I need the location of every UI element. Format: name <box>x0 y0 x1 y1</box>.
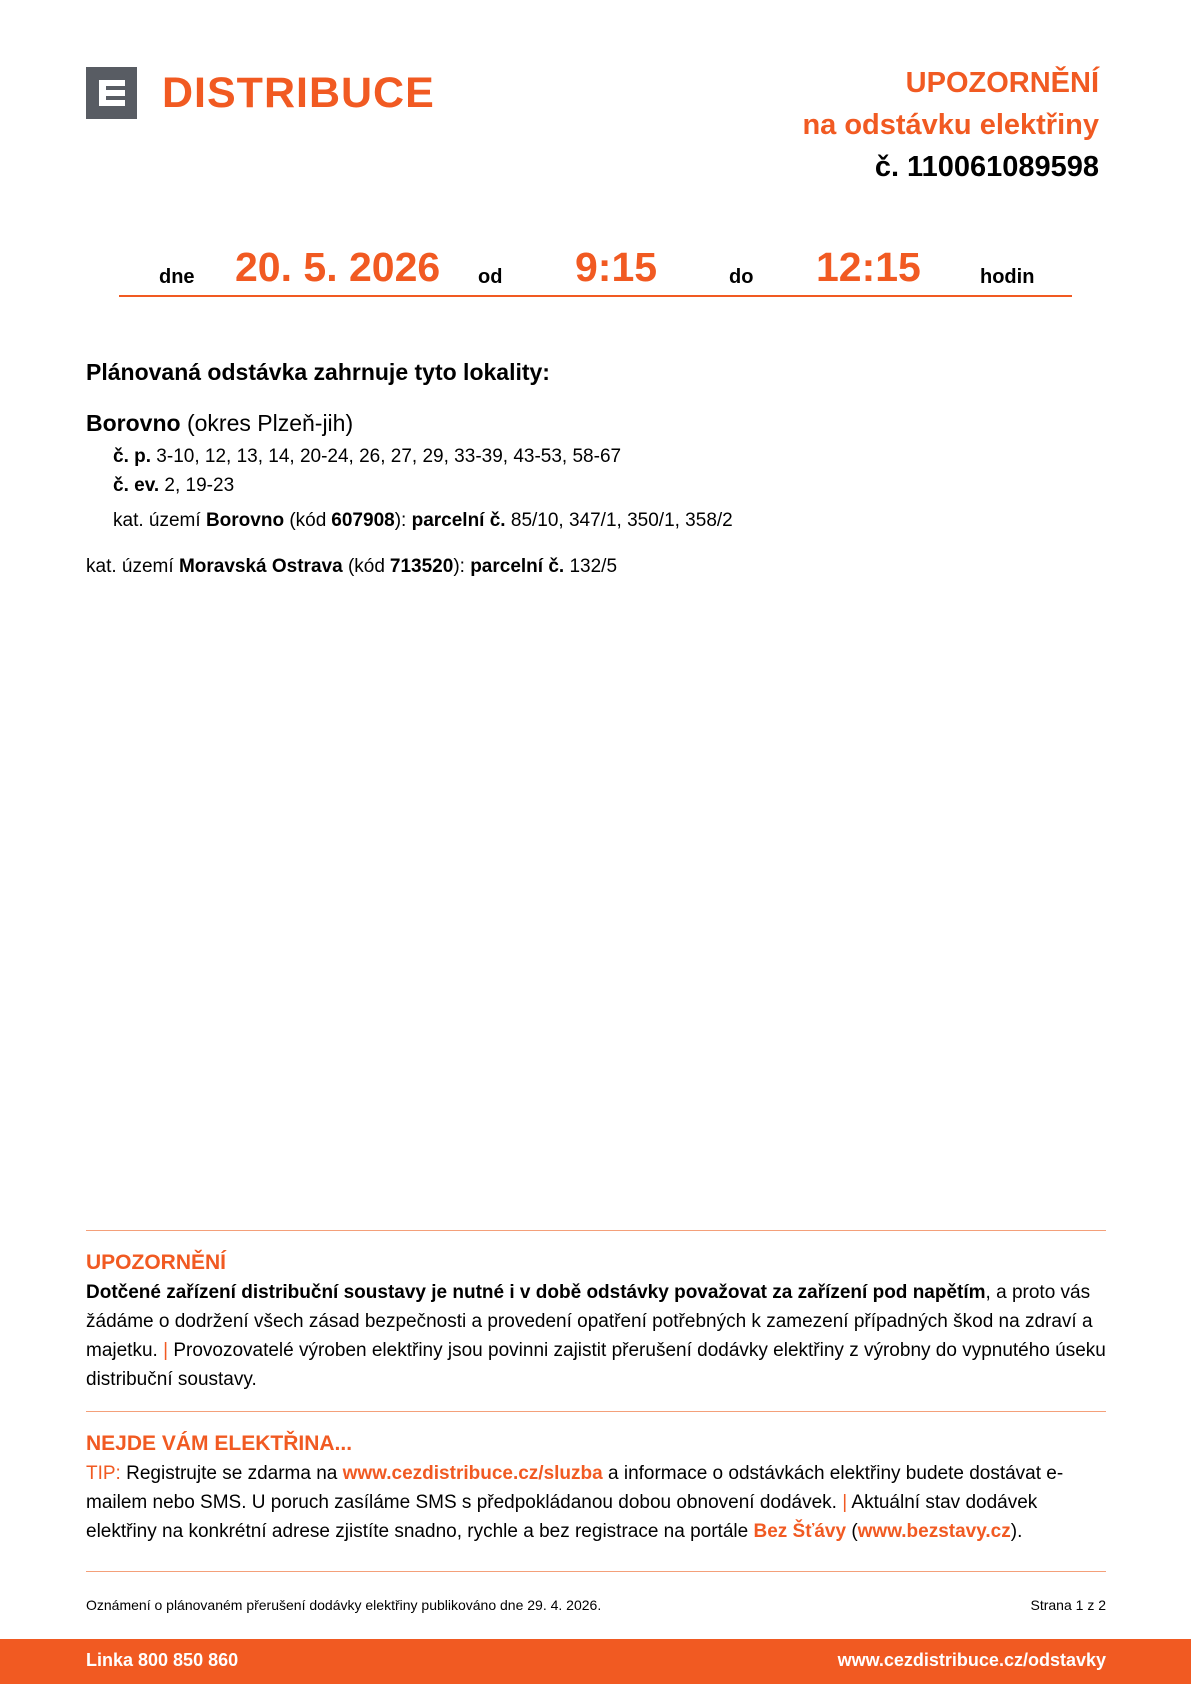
cp-row <box>113 446 621 468</box>
localities-intro: Plánovaná odstávka zahrnuje tyto lokality: <box>86 359 550 385</box>
parcel-values: 132/5 <box>569 556 618 577</box>
od-label: od <box>478 266 503 288</box>
cez-logo-icon <box>86 67 137 119</box>
notice-number: č. 110061089598 <box>874 151 1099 183</box>
separator: | <box>842 1492 848 1513</box>
cev-label: č. ev. <box>113 475 160 496</box>
separator: | <box>163 1340 169 1361</box>
bez-stavy-link[interactable]: Bez Šťávy <box>753 1521 847 1542</box>
do-label: do <box>729 266 754 288</box>
hodin-label: hodin <box>980 266 1035 288</box>
cp-values: 3-10, 12, 13, 14, 20-24, 26, 27, 29, 33-39, 43-53, 58-67 <box>156 446 622 467</box>
outage-date: 20. 5. 2026 <box>235 244 441 290</box>
outage-to: 12:15 <box>816 244 921 290</box>
tip-text-2: a informace o odstávkách elektřiny budete dostávat e-mailem nebo SMS. U poruch zasíláme SMS s předpokládanou dobou obnovení dodávek. <box>86 1463 1064 1513</box>
odstavky-link[interactable]: www.cezdistribuce.cz/odstavky <box>837 1650 1106 1670</box>
divider <box>86 1411 1106 1412</box>
kat-row-moravska-ostrava <box>86 556 617 578</box>
logo <box>86 67 435 119</box>
kat-prefix: kat. území <box>86 556 174 577</box>
parcel-label: parcelní č. <box>470 556 565 577</box>
town-heading <box>86 410 353 437</box>
tip-text <box>86 1459 1108 1546</box>
cev-values: 2, 19-23 <box>164 475 235 496</box>
publication-note: Oznámení o plánovaném přerušení dodávky elektřiny publikováno dne 29. 4. 2026. <box>86 1597 602 1613</box>
divider <box>86 1571 1106 1572</box>
kat-code: 713520 <box>389 556 454 577</box>
divider <box>86 1230 1106 1231</box>
warning-bold: Dotčené zařízení distribuční soustavy je nutné i v době odstávky považovat za zařízení pod napětím <box>86 1282 986 1303</box>
kat-name: Borovno <box>205 510 285 531</box>
page-number: Strana 1 z 2 <box>1030 1597 1106 1613</box>
tip-label: TIP: <box>86 1463 121 1484</box>
footer-bar <box>0 1639 1191 1684</box>
kod-prefix: (kód <box>289 510 327 531</box>
kat-prefix: kat. území <box>113 510 201 531</box>
parcel-values: 85/10, 347/1, 350/1, 358/2 <box>510 510 733 531</box>
town-name: Borovno <box>86 410 181 436</box>
logo-text: DISTRIBUCE <box>162 68 435 117</box>
dne-label: dne <box>159 266 195 288</box>
kat-code: 607908 <box>331 510 395 531</box>
tip-text-3: Aktuální stav dodávek elektřiny na konkrétní adrese zjistíte snadno, rychle a bez registrace na portále <box>86 1492 1038 1542</box>
warning-text-1: , a proto vás žádáme o dodržení všech zásad bezpečnosti a provedení opatření potřebných k zamezení případných škod na zdraví a majetku. <box>86 1282 1093 1361</box>
title-upozorneni: UPOZORNĚNÍ <box>905 67 1099 99</box>
schedule-line <box>119 240 1072 297</box>
kat-row-borovno <box>113 510 733 532</box>
bezstavy-link[interactable]: www.bezstavy.cz <box>857 1521 1011 1542</box>
hotline[interactable]: Linka 800 850 860 <box>86 1650 239 1670</box>
parcel-label: parcelní č. <box>411 510 506 531</box>
cp-label: č. p. <box>113 446 152 467</box>
warning-text <box>86 1278 1108 1394</box>
kod-suffix: ): <box>394 510 407 531</box>
close-paren: ). <box>1010 1521 1023 1542</box>
notice-title <box>802 62 1099 188</box>
district: (okres Plzeň-jih) <box>186 410 354 436</box>
tip-text-1: Registrujte se zdarma na <box>126 1463 338 1484</box>
kat-name: Moravská Ostrava <box>178 556 343 577</box>
warning-title: UPOZORNĚNÍ <box>86 1251 227 1274</box>
tip-title: NEJDE VÁM ELEKTŘINA... <box>86 1432 353 1455</box>
open-paren: ( <box>851 1521 858 1542</box>
warning-text-2: Provozovatelé výroben elektřiny jsou povinni zajistit přerušení dodávky elektřiny z výrobny do vypnutého úseku distribuční soustavy. <box>86 1340 1106 1390</box>
sluzba-link[interactable]: www.cezdistribuce.cz/sluzba <box>342 1463 603 1484</box>
cev-row <box>113 475 234 497</box>
kod-suffix: ): <box>453 556 465 577</box>
kod-prefix: (kód <box>347 556 385 577</box>
title-subtitle: na odstávku elektřiny <box>802 109 1099 141</box>
outage-from: 9:15 <box>575 244 658 290</box>
